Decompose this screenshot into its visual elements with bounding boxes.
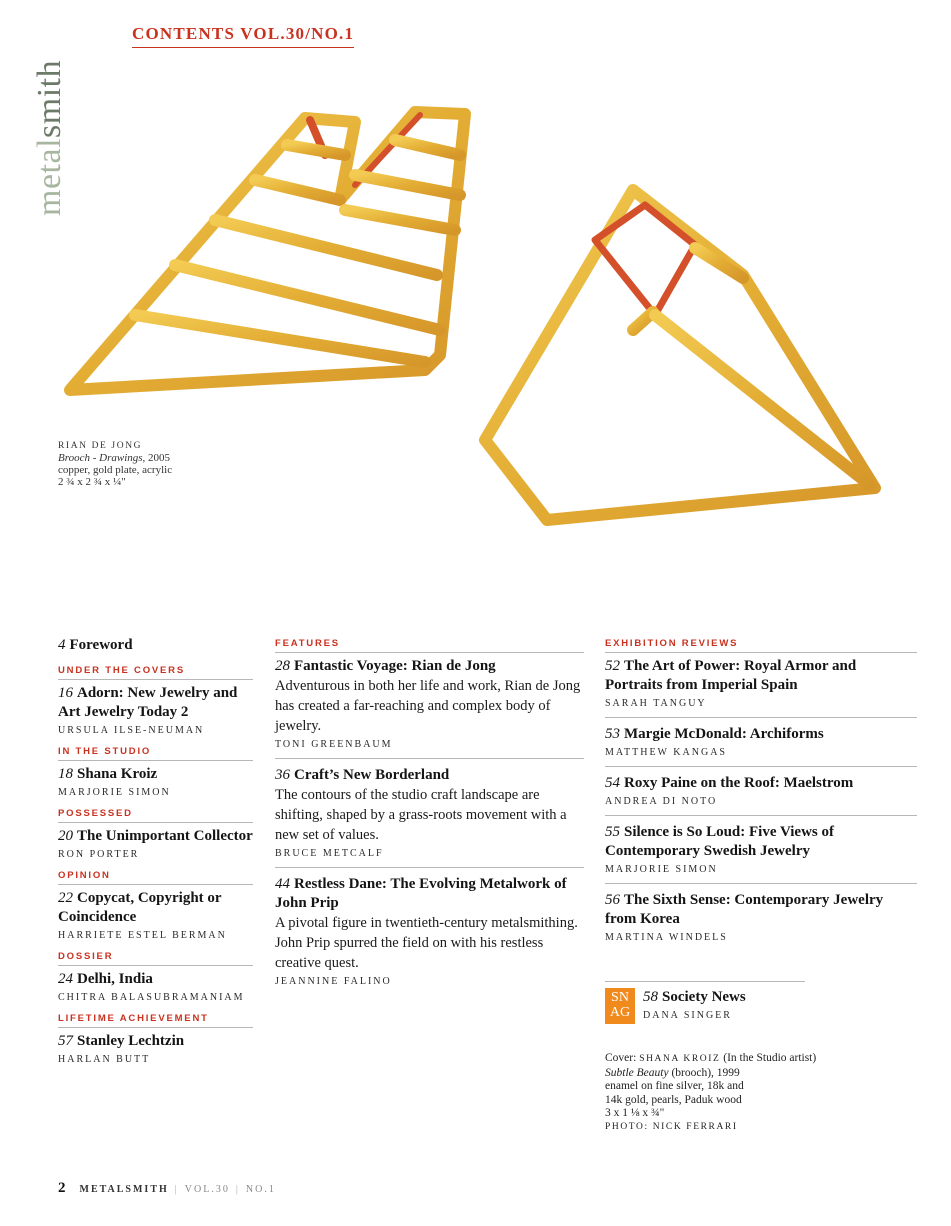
- page-number: 18: [58, 766, 73, 782]
- toc-entry[interactable]: [58, 889, 253, 941]
- footer-magazine: METALSMITH: [79, 1184, 169, 1195]
- page-number: 56: [605, 892, 620, 908]
- entry-title: The Unimportant Collector: [77, 828, 253, 844]
- entry-author: HARLAN BUTT: [58, 1054, 151, 1065]
- section-heading: EXHIBITION REVIEWS: [605, 638, 917, 653]
- cover-artist-note: (In the Studio artist): [723, 1052, 817, 1064]
- dept-group: [58, 951, 253, 1003]
- page-number: 4: [58, 637, 66, 653]
- snag-logo-bottom: AG: [609, 1005, 631, 1020]
- entry-title: Delhi, India: [77, 971, 153, 987]
- entry-author: MATTHEW KANGAS: [605, 747, 727, 758]
- entry-author: CHITRA BALASUBRAMANIAM: [58, 992, 245, 1003]
- section-heading: DOSSIER: [58, 951, 253, 966]
- entry-author: RON PORTER: [58, 849, 140, 860]
- folio: 2: [58, 1180, 66, 1196]
- cover-label: Cover:: [605, 1052, 637, 1064]
- foreword-entry[interactable]: [58, 636, 253, 655]
- entry-author: SARAH TANGUY: [605, 698, 707, 709]
- page-number: 54: [605, 775, 620, 791]
- page-number: 57: [58, 1033, 73, 1049]
- review-entry[interactable]: [605, 883, 917, 943]
- review-entry[interactable]: [605, 717, 917, 758]
- entry-title: Craft’s New Borderland: [294, 767, 450, 783]
- section-heading: POSSESSED: [58, 808, 253, 823]
- entry-title: Shana Kroiz: [77, 766, 158, 782]
- page-number: 16: [58, 685, 73, 701]
- page-number: 24: [58, 971, 73, 987]
- dept-group: [58, 746, 253, 798]
- departments-column: [58, 636, 253, 1065]
- entry-title: Roxy Paine on the Roof: Maelstrom: [624, 775, 854, 791]
- dept-group: [58, 1013, 253, 1065]
- page-number: 44: [275, 876, 290, 892]
- entry-description: The contours of the studio craft landscape are shifting, shaped by a grass-roots movement with a new set of values.: [275, 787, 567, 843]
- footer-number: NO.1: [245, 1184, 276, 1195]
- brooch-right: [485, 190, 875, 520]
- page-number: 20: [58, 828, 73, 844]
- entry-author: BRUCE METCALF: [275, 848, 384, 859]
- dept-group: [58, 808, 253, 860]
- review-entry[interactable]: [605, 766, 917, 807]
- entry-author: TONI GREENBAUM: [275, 739, 393, 750]
- entry-title: Society News: [662, 989, 746, 1005]
- caption-materials: copper, gold plate, acrylic: [58, 464, 173, 476]
- dept-group: [58, 870, 253, 941]
- toc-entry[interactable]: [58, 1032, 253, 1065]
- entry-title: The Art of Power: Royal Armor and Portraits from Imperial Spain: [605, 658, 857, 693]
- entry-title: Restless Dane: The Evolving Metalwork of John Prip: [275, 876, 567, 911]
- entry-title: Adorn: New Jewelry and Art Jewelry Today 2: [58, 685, 238, 720]
- cover-materials-2: 14k gold, pearls, Paduk wood: [605, 1093, 742, 1106]
- cover-photo-credit: PHOTO: NICK FERRARI: [605, 1121, 738, 1132]
- page-number: 53: [605, 726, 620, 742]
- feature-entry[interactable]: [275, 758, 584, 859]
- toc-entry[interactable]: [58, 765, 253, 798]
- dept-group: [58, 665, 253, 736]
- caption-dimensions: 2 ¾ x 2 ¾ x ¼": [58, 476, 126, 488]
- page-footer: [58, 1180, 276, 1197]
- contents-heading: CONTENTS VOL.30/NO.1: [132, 24, 354, 48]
- entry-description: Adventurous in both her life and work, Rian de Jong has created a far-reaching and complex body of jewelry.: [275, 678, 581, 734]
- entry-author: DANA SINGER: [643, 1010, 732, 1021]
- brooch-left: [70, 112, 465, 390]
- page-number: 36: [275, 767, 290, 783]
- entry-description: A pivotal figure in twentieth-century metalsmithing. John Prip spurred the field on with his restless creative quest.: [275, 915, 578, 971]
- feature-entry[interactable]: [275, 657, 584, 750]
- caption-title: Brooch - Drawings: [58, 452, 143, 464]
- page-number: 55: [605, 824, 620, 840]
- entry-author: MARJORIE SIMON: [58, 787, 171, 798]
- cover-credit: [605, 1052, 917, 1134]
- entry-author: MARTINA WINDELS: [605, 932, 728, 943]
- toc-entry[interactable]: [58, 827, 253, 860]
- spine-metal: metal: [31, 137, 68, 216]
- entry-title: The Sixth Sense: Contemporary Jewelry from Korea: [605, 892, 884, 927]
- entry-title: Copycat, Copyright or Coincidence: [58, 890, 222, 925]
- toc-entry[interactable]: [58, 684, 253, 736]
- brooch-artwork: [55, 100, 895, 540]
- reviews-column: [605, 636, 917, 1134]
- cover-materials-1: enamel on fine silver, 18k and: [605, 1080, 744, 1092]
- section-heading: FEATURES: [275, 638, 584, 653]
- cover-title: Subtle Beauty: [605, 1066, 669, 1079]
- entry-title: Silence is So Loud: Five Views of Contemporary Swedish Jewelry: [605, 824, 835, 859]
- artwork-caption: [58, 440, 172, 488]
- review-entry[interactable]: [605, 815, 917, 875]
- cover-dimensions: 3 x 1 ⅛ x ¾": [605, 1107, 665, 1119]
- section-heading: IN THE STUDIO: [58, 746, 253, 761]
- caption-year: , 2005: [142, 452, 171, 464]
- society-news-entry[interactable]: [605, 981, 805, 1024]
- entry-author: JEANNINE FALINO: [275, 976, 392, 987]
- footer-separator: |: [235, 1184, 240, 1195]
- toc-entry[interactable]: [58, 970, 253, 1003]
- entry-author: HARRIETE ESTEL BERMAN: [58, 930, 227, 941]
- feature-entry[interactable]: [275, 867, 584, 987]
- entry-title: Margie McDonald: Archiforms: [624, 726, 824, 742]
- review-entry[interactable]: [605, 657, 917, 709]
- footer-separator: |: [174, 1184, 179, 1195]
- section-heading: OPINION: [58, 870, 253, 885]
- snag-logo-top: SN: [611, 990, 629, 1005]
- page-number: 28: [275, 658, 290, 674]
- page-number: 52: [605, 658, 620, 674]
- footer-volume: VOL.30: [184, 1184, 230, 1195]
- cover-work-note: (brooch), 1999: [671, 1066, 740, 1079]
- page-number: 22: [58, 890, 73, 906]
- section-heading: LIFETIME ACHIEVEMENT: [58, 1013, 253, 1028]
- section-heading: UNDER THE COVERS: [58, 665, 253, 680]
- caption-artist: RIAN DE JONG: [58, 441, 143, 451]
- features-column: [275, 636, 584, 987]
- page-number: 58: [643, 989, 658, 1005]
- entry-title: Stanley Lechtzin: [77, 1033, 185, 1049]
- spine-smith: smith: [31, 59, 68, 138]
- entry-author: MARJORIE SIMON: [605, 864, 718, 875]
- entry-author: ANDREA DI NOTO: [605, 796, 718, 807]
- entry-author: URSULA ILSE-NEUMAN: [58, 725, 205, 736]
- entry-title: Fantastic Voyage: Rian de Jong: [294, 658, 496, 674]
- cover-artist: SHANA KROIZ: [639, 1054, 721, 1064]
- snag-logo: [605, 988, 635, 1024]
- entry-title: Foreword: [69, 637, 133, 653]
